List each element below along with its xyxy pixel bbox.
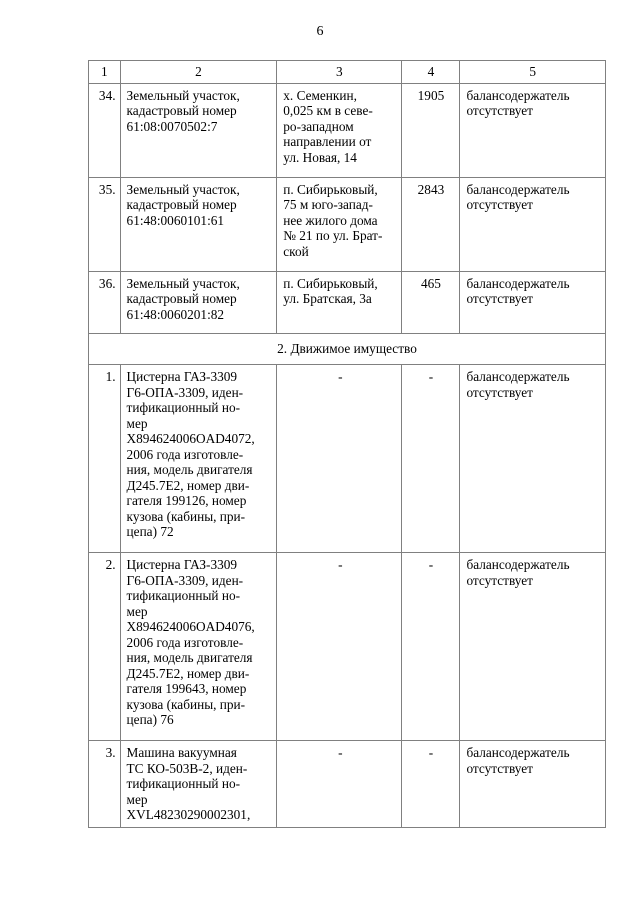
balance-holder-line: отсутствует <box>466 572 533 588</box>
table-row <box>89 177 606 271</box>
property-location <box>277 177 402 271</box>
header-col-3: 3 <box>277 61 402 84</box>
property-location <box>277 83 402 177</box>
property-name-line: гателя 199126, номер <box>126 493 247 508</box>
balance-holder-line: балансодержатель <box>466 557 570 572</box>
property-name-line: Д245.7Е2, номер дви- <box>126 477 250 493</box>
property-location-line: нее жилого дома <box>283 212 378 228</box>
table-row <box>89 365 606 553</box>
property-location-line: - <box>338 369 343 384</box>
section-title: 2. Движимое имущество <box>89 333 606 365</box>
property-name-line: Г6-ОПА-3309, иден- <box>126 384 244 400</box>
property-area: 1905 <box>402 83 460 177</box>
property-name-line: ния, модель двигателя <box>126 650 253 665</box>
row-number: 3. <box>89 741 121 828</box>
property-name-line: гателя 199643, номер <box>126 681 247 696</box>
property-name-line: ТС КО-503В-2, иден- <box>126 760 248 776</box>
property-name-line: кузова (кабины, при- <box>126 696 246 712</box>
balance-holder-line: отсутствует <box>466 103 533 118</box>
property-name-line: кузова (кабины, при- <box>126 508 246 524</box>
balance-holder <box>460 365 606 553</box>
table-row <box>89 271 606 333</box>
property-location-line: - <box>338 557 343 572</box>
property-name <box>120 271 277 333</box>
section-1-rows <box>89 83 606 333</box>
property-name <box>120 365 277 553</box>
property-area: - <box>402 553 460 741</box>
property-location-line: ул. Новая, 14 <box>283 149 357 165</box>
property-name-line: цепа) 72 <box>126 524 174 539</box>
property-name-line: тификационный но- <box>126 400 241 415</box>
header-col-4: 4 <box>402 61 460 84</box>
property-location-line: ской <box>283 243 309 259</box>
balance-holder-line: балансодержатель <box>466 369 570 384</box>
property-location-line: п. Сибирьковый, <box>283 181 378 197</box>
property-area: - <box>402 741 460 828</box>
section-2-rows <box>89 365 606 828</box>
balance-holder-line: отсутствует <box>466 760 533 776</box>
property-location <box>277 553 402 741</box>
property-name-line: Земельный участок, <box>126 181 240 197</box>
row-number: 35. <box>89 177 121 271</box>
row-number: 2. <box>89 553 121 741</box>
property-name <box>120 177 277 271</box>
balance-holder-line: балансодержатель <box>466 181 570 197</box>
table-row <box>89 553 606 741</box>
property-name-line: мер <box>126 415 148 431</box>
property-location <box>277 271 402 333</box>
balance-holder-line: балансодержатель <box>466 87 570 103</box>
property-name-line: Г6-ОПА-3309, иден- <box>126 572 244 588</box>
header-col-5: 5 <box>460 61 606 84</box>
property-area: - <box>402 365 460 553</box>
row-number: 34. <box>89 83 121 177</box>
balance-holder-line: балансодержатель <box>466 275 570 291</box>
property-location-line: 0,025 км в севе- <box>283 103 373 118</box>
property-name-line: Цистерна ГАЗ-3309 <box>126 557 238 572</box>
property-name-line: кадастровый номер <box>126 197 237 212</box>
balance-holder-line: отсутствует <box>466 384 533 400</box>
page-number: 6 <box>316 24 324 39</box>
property-table <box>88 60 606 828</box>
property-name-line: X894624006OAD4072, <box>126 431 255 446</box>
property-location-line: 75 м юго-запад- <box>283 197 373 212</box>
property-name-line: кадастровый номер <box>126 291 237 306</box>
balance-holder-line: балансодержатель <box>466 745 570 760</box>
property-name-line: мер <box>126 603 148 619</box>
property-name-line: тификационный но- <box>126 776 241 791</box>
balance-holder <box>460 271 606 333</box>
property-name <box>120 553 277 741</box>
header-col-1: 1 <box>89 61 121 84</box>
property-name-line: кадастровый номер <box>126 103 237 118</box>
balance-holder-line: отсутствует <box>466 291 533 306</box>
property-location-line: ро-западном <box>283 118 354 134</box>
balance-holder <box>460 177 606 271</box>
property-name <box>120 83 277 177</box>
header-col-2: 2 <box>120 61 277 84</box>
property-name-line: Земельный участок, <box>126 275 240 291</box>
property-location-line: направлении от <box>283 134 372 149</box>
property-name-line: 61:48:0060201:82 <box>126 306 225 322</box>
balance-holder <box>460 83 606 177</box>
property-name-line: 2006 года изготовле- <box>126 446 244 462</box>
property-location-line: п. Сибирьковый, <box>283 275 378 291</box>
property-name-line: цепа) 76 <box>126 712 174 727</box>
property-name-line: X894624006OAD4076, <box>126 619 255 634</box>
property-area: 2843 <box>402 177 460 271</box>
balance-holder-line: отсутствует <box>466 197 533 212</box>
property-name-line: 61:48:0060101:61 <box>126 212 225 228</box>
property-name-line: Земельный участок, <box>126 87 240 103</box>
property-location-line: № 21 по ул. Брат- <box>283 228 383 243</box>
property-name <box>120 741 277 828</box>
property-name-line: Машина вакуумная <box>126 745 237 760</box>
property-location-line: х. Семенкин, <box>283 87 357 103</box>
property-name-line: XVL48230290002301, <box>126 807 251 822</box>
property-name-line: 2006 года изготовле- <box>126 634 244 650</box>
property-name-line: 61:08:0070502:7 <box>126 118 218 134</box>
property-name-line: ния, модель двигателя <box>126 462 253 477</box>
table-header-row <box>89 61 606 84</box>
property-location-line: - <box>338 745 343 760</box>
property-name-line: Цистерна ГАЗ-3309 <box>126 369 238 384</box>
property-location-line: ул. Братская, 3а <box>283 291 372 306</box>
row-number: 36. <box>89 271 121 333</box>
property-location <box>277 365 402 553</box>
property-name-line: Д245.7Е2, номер дви- <box>126 665 250 681</box>
balance-holder <box>460 741 606 828</box>
property-location <box>277 741 402 828</box>
property-area: 465 <box>402 271 460 333</box>
table-row <box>89 741 606 828</box>
property-name-line: мер <box>126 791 148 807</box>
table-row <box>89 83 606 177</box>
balance-holder <box>460 553 606 741</box>
row-number: 1. <box>89 365 121 553</box>
property-name-line: тификационный но- <box>126 588 241 603</box>
section-title-row <box>89 333 606 365</box>
